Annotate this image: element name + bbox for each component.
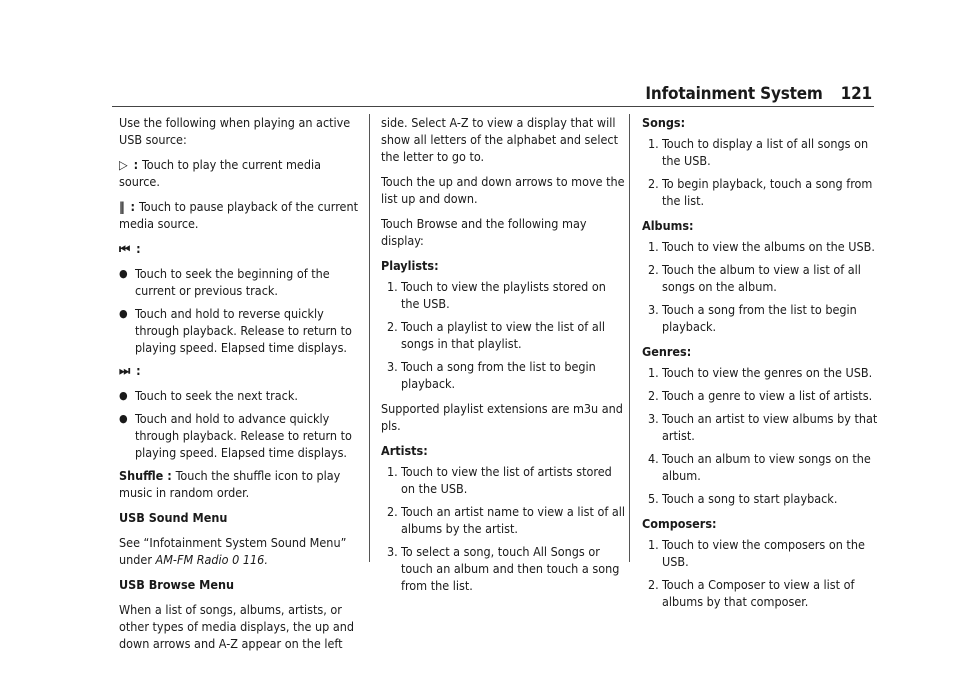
list-item: 1. Touch to view the list of artists stored on the USB. bbox=[387, 464, 612, 496]
composers-heading: Composers: bbox=[642, 516, 717, 531]
bullet-icon: ● bbox=[119, 267, 128, 280]
page-number: 121 bbox=[840, 84, 872, 104]
list-item: 2. Touch a Composer to view a list of albums by that composer. bbox=[648, 577, 855, 609]
playlists-heading: Playlists: bbox=[381, 258, 439, 273]
column-divider bbox=[369, 114, 370, 562]
paragraph: Supported playlist extensions are m3u and pls. bbox=[381, 401, 623, 433]
pause-entry: ‖ : Touch to pause playback of the current media source. bbox=[119, 199, 359, 231]
column-2 bbox=[381, 114, 627, 602]
list-item: 1. Touch to view the playlists stored on the USB. bbox=[387, 279, 606, 311]
artists-heading: Artists: bbox=[381, 443, 428, 458]
list-item: 1. Touch to view the genres on the USB. bbox=[648, 365, 873, 380]
sound-menu-heading: USB Sound Menu bbox=[119, 510, 228, 525]
skip-back-icon: ⏮ bbox=[119, 241, 131, 256]
list-item: 2. Touch a playlist to view the list of all songs in that playlist. bbox=[387, 319, 605, 351]
list-item: 1. Touch to view the albums on the USB. bbox=[648, 239, 875, 254]
next-entry: ⏭ : bbox=[119, 363, 141, 378]
bullet-icon: ● bbox=[119, 307, 128, 320]
list-item: 4. Touch an album to view songs on the album. bbox=[648, 451, 871, 483]
genres-list bbox=[642, 364, 888, 507]
composers-list bbox=[642, 536, 888, 610]
list-item: ● Touch to seek the next track. bbox=[119, 388, 298, 403]
play-entry: ▷ : Touch to play the current media source. bbox=[119, 157, 322, 189]
play-icon: ▷ bbox=[119, 157, 128, 172]
browse-menu-text: When a list of songs, albums, artists, or other types of media displays, the up and down arrows and A-Z appear on the left bbox=[119, 602, 355, 651]
shuffle-entry: Shuffle : Touch the shuffle icon to play music in random order. bbox=[119, 468, 341, 500]
pause-icon: ‖ bbox=[119, 199, 125, 214]
am-fm-radio-link[interactable]: AM-FM Radio bbox=[155, 552, 229, 567]
list-item: 3. To select a song, touch All Songs or touch an album and then touch a song from the list. bbox=[387, 544, 620, 593]
list-item: 2. Touch an artist name to view a list of all albums by the artist. bbox=[387, 504, 625, 536]
sound-menu-text: See “Infotainment System Sound Menu” under AM-FM Radio 0 116. bbox=[119, 535, 347, 567]
list-item: 3. Touch a song from the list to begin playback. bbox=[648, 302, 857, 334]
header-rule bbox=[112, 106, 874, 107]
list-item: ● Touch to seek the beginning of the current or previous track. bbox=[119, 266, 330, 298]
bullet-icon: ● bbox=[119, 389, 128, 402]
skip-forward-icon: ⏭ bbox=[119, 363, 131, 378]
list-item: 3. Touch an artist to view albums by that artist. bbox=[648, 411, 878, 443]
genres-heading: Genres: bbox=[642, 344, 692, 359]
albums-heading: Albums: bbox=[642, 218, 694, 233]
column-divider bbox=[629, 114, 630, 562]
list-item: 1. Touch to view the composers on the USB. bbox=[648, 537, 865, 569]
list-item: 3. Touch a song from the list to begin playback. bbox=[387, 359, 596, 391]
list-item: ● Touch and hold to reverse quickly through playback. Release to return to playing speed. Elapsed time displays. bbox=[119, 306, 352, 355]
column-3 bbox=[642, 114, 888, 618]
paragraph: side. Select A-Z to view a display that will show all letters of the alphabet and select the letter to go to. bbox=[381, 115, 618, 164]
list-item: 5. Touch a song to start playback. bbox=[648, 491, 838, 506]
paragraph: Touch Browse and the following may display: bbox=[381, 216, 587, 248]
intro-paragraph: Use the following when playing an active USB source: bbox=[119, 115, 351, 147]
paragraph: Touch the up and down arrows to move the list up and down. bbox=[381, 174, 625, 206]
list-item: 2. Touch a genre to view a list of artists. bbox=[648, 388, 873, 403]
list-item: 1. Touch to display a list of all songs on the USB. bbox=[648, 136, 869, 168]
list-item: 2. To begin playback, touch a song from the list. bbox=[648, 176, 873, 208]
list-item: ● Touch and hold to advance quickly through playback. Release to return to playing speed. Elapsed time displays. bbox=[119, 411, 352, 460]
column-1 bbox=[119, 114, 365, 660]
songs-list bbox=[642, 135, 888, 209]
section-title: Infotainment System bbox=[645, 84, 823, 104]
page-header bbox=[645, 84, 872, 104]
browse-menu-heading: USB Browse Menu bbox=[119, 577, 235, 592]
playlists-list bbox=[381, 278, 627, 392]
previous-entry: ⏮ : bbox=[119, 241, 141, 256]
list-item: 2. Touch the album to view a list of all songs on the album. bbox=[648, 262, 861, 294]
artists-list bbox=[381, 463, 627, 594]
bullet-icon: ● bbox=[119, 412, 128, 425]
songs-heading: Songs: bbox=[642, 115, 686, 130]
albums-list bbox=[642, 238, 888, 335]
